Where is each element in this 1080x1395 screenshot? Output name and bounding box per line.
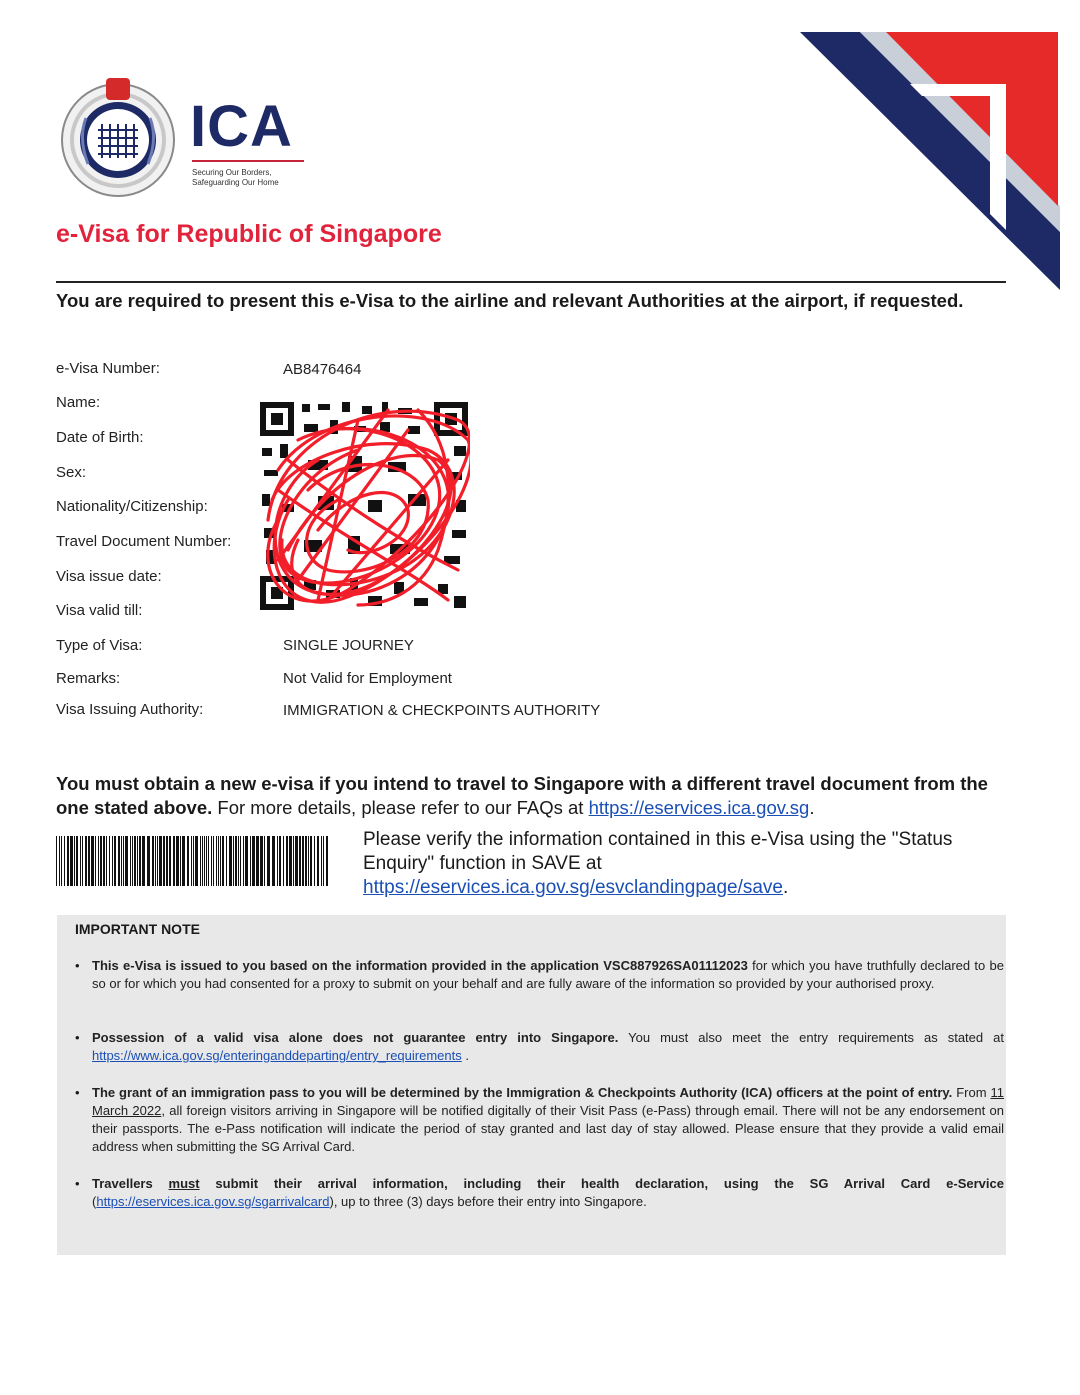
note-item-application-text: for which you have truthfully declared to be so or for which you had consented for a proxy to submit on your behalf and are fully aware of the information so provided by your authorised proxy. [92, 958, 1004, 991]
field-label-name: Name: [56, 394, 101, 411]
faq-reference-text: For more details, please refer to our FAQs at [217, 797, 584, 818]
barcode-bar [176, 836, 179, 886]
field-label-date-of-birth: Date of Birth: [56, 429, 144, 446]
note-item-arrival-card-must: must [168, 1176, 200, 1191]
logo-tagline-line-1: Securing Our Borders, [192, 168, 272, 177]
barcode-bar [142, 836, 145, 886]
barcode-bar [267, 836, 270, 886]
save-link[interactable]: https://eservices.ica.gov.sg/esvclandingpage/save [363, 877, 783, 898]
barcode-bar [256, 836, 259, 886]
field-value-type-of-visa: SINGLE JOURNEY [283, 637, 414, 654]
barcode-bar [252, 836, 255, 886]
note-item-immigration-pass-bold: The grant of an immigration pass to you will be determined by the Immigration & Checkpoints Authority (ICA) officers at the point of entry. [92, 1085, 953, 1100]
barcode-bar [206, 836, 207, 886]
verification-instruction [363, 828, 1003, 900]
field-label-visa-valid-till: Visa valid till: [56, 602, 143, 619]
field-value-remarks: Not Valid for Employment [283, 670, 452, 687]
bullet-icon: • [75, 958, 80, 973]
barcode-bar [82, 836, 83, 886]
logo-tagline [192, 168, 322, 188]
bullet-icon: • [75, 1030, 80, 1045]
barcode-bar [226, 836, 227, 886]
barcode-bar [222, 836, 224, 886]
barcode-bar [317, 836, 319, 886]
barcode-bar [238, 836, 239, 886]
field-label-visa-issue-date: Visa issue date: [56, 568, 162, 585]
field-label-type-of-visa: Type of Visa: [56, 637, 143, 654]
barcode-bar [98, 836, 99, 886]
barcode-bar [260, 836, 263, 886]
barcode-bar [321, 836, 322, 886]
barcode-bar [163, 836, 165, 886]
barcode-bar [243, 836, 244, 886]
barcode-bar [200, 836, 201, 886]
barcode-bar [191, 836, 192, 886]
barcode-bar [305, 836, 307, 886]
barcode-bar [264, 836, 265, 886]
barcode-bar [250, 836, 251, 886]
corner-decoration [800, 30, 1060, 290]
note-item-arrival-card-text: ), up to three (3) days before their entry into Singapore. [329, 1194, 647, 1209]
verification-text: Please verify the information contained in this e-Visa using the "Status Enquiry" function in SAVE at [363, 829, 953, 874]
barcode-bar [157, 836, 158, 886]
note-item-arrival-card [92, 1175, 1004, 1211]
barcode-bar [59, 836, 60, 886]
note-item-arrival-card-bold-2: submit their arrival information, including their health declaration, using the SG Arrival Card e-Service [215, 1176, 1004, 1191]
barcode-bar [279, 836, 281, 886]
barcode-bar [121, 836, 122, 886]
barcode [56, 836, 330, 886]
field-label-nationality: Nationality/Citizenship: [56, 498, 208, 515]
bullet-icon: • [75, 1176, 80, 1191]
barcode-bar [103, 836, 105, 886]
barcode-bar [134, 836, 136, 886]
barcode-bar [233, 836, 234, 886]
barcode-bar [299, 836, 301, 886]
arrival-card-open-paren: ( [92, 1194, 97, 1209]
field-label-sex: Sex: [56, 464, 87, 481]
title-divider [56, 281, 1006, 283]
barcode-bar [229, 836, 232, 886]
barcode-bar [125, 836, 128, 886]
important-note-heading: IMPORTANT NOTE [75, 921, 200, 937]
barcode-bar [95, 836, 96, 886]
barcode-bar [195, 836, 198, 886]
faq-link[interactable]: https://eservices.ica.gov.sg [588, 797, 810, 818]
barcode-bar [109, 836, 110, 886]
barcode-bar [61, 836, 62, 886]
barcode-bar [240, 836, 241, 886]
barcode-bar [202, 836, 203, 886]
barcode-bar [204, 836, 205, 886]
note-item-application-bold: This e-Visa is issued to you based on the information provided in the application VSC887926SA01112023 [92, 958, 748, 973]
barcode-bar [213, 836, 214, 886]
e-pass-start-date: 11 March 2022 [92, 1085, 1004, 1118]
barcode-bar [245, 836, 248, 886]
field-value-evisa-number: AB8476464 [283, 361, 362, 378]
barcode-bar [85, 836, 87, 886]
entry-requirements-link[interactable]: https://www.ica.gov.sg/enteringanddeparting/entry_requirements [92, 1048, 462, 1063]
note-item-entry-bold: Possession of a valid visa alone does not guarantee entry into Singapore. [92, 1030, 619, 1045]
field-label-evisa-number: e-Visa Number: [56, 360, 160, 377]
barcode-bar [302, 836, 304, 886]
faq-period: . [809, 797, 815, 818]
barcode-bar [173, 836, 175, 886]
barcode-bar [114, 836, 116, 886]
barcode-bar [112, 836, 113, 886]
barcode-bar [314, 836, 315, 886]
note-item-entry [92, 1029, 1004, 1065]
barcode-bar [283, 836, 284, 886]
bullet-icon: • [75, 1085, 80, 1100]
barcode-bar [295, 836, 298, 886]
barcode-bar [152, 836, 154, 886]
barcode-bar [106, 836, 107, 886]
logo-divider [192, 160, 304, 162]
note-item-immigration-pass [92, 1084, 1004, 1156]
redacted-qr-code [258, 400, 470, 612]
barcode-bar [310, 836, 312, 886]
barcode-bar [272, 836, 275, 886]
barcode-bar [286, 836, 288, 886]
barcode-bar [277, 836, 278, 886]
note-item-immigration-pass-text: , all foreign visitors arriving in Singapore will be notified digitally of their Visit Pass (e-Pass) through email. There will not be any endorsement on their passports. The e-Pass notification will indicate the period of stay granted and last day of stay allowed. Please ensure that they provide a valid email address when submitting the SG Arrival Card. [92, 1103, 1004, 1154]
barcode-bar [100, 836, 102, 886]
note-item-entry-text: You must also meet the entry requirements as stated at [628, 1030, 1004, 1045]
note-item-immigration-pass-from: From [956, 1085, 987, 1100]
barcode-bar [166, 836, 168, 886]
barcode-bar [137, 836, 138, 886]
barcode-bar [118, 836, 120, 886]
barcode-bar [76, 836, 78, 886]
verification-period: . [783, 877, 789, 898]
barcode-bar [91, 836, 94, 886]
barcode-bar [218, 836, 219, 886]
note-item-application [92, 957, 1004, 993]
barcode-bar [293, 836, 294, 886]
barcode-bar [208, 836, 209, 886]
barcode-bar [235, 836, 237, 886]
barcode-bar [123, 836, 124, 886]
presentation-notice: You are required to present this e-Visa to the airline and relevant Authorities at the airport, if requested. [56, 290, 964, 311]
note-item-arrival-card-bold-1: Travellers [92, 1176, 153, 1191]
barcode-bar [193, 836, 194, 886]
barcode-bar [132, 836, 133, 886]
barcode-bar [159, 836, 162, 886]
barcode-bar [187, 836, 189, 886]
barcode-bar [180, 836, 181, 886]
logo-tagline-line-2: Safeguarding Our Home [192, 178, 279, 187]
new-evisa-notice-bold: You must obtain a new e-visa if you intend to travel to Singapore with a different travel document from the one stated above. [56, 773, 988, 818]
barcode-bar [155, 836, 156, 886]
note-item-entry-period: . [465, 1048, 469, 1063]
barcode-bar [56, 836, 57, 886]
barcode-bar [67, 836, 69, 886]
field-value-issuing-authority: IMMIGRATION & CHECKPOINTS AUTHORITY [283, 702, 601, 719]
barcode-bar [139, 836, 141, 886]
field-label-remarks: Remarks: [56, 670, 121, 687]
barcode-bar [80, 836, 81, 886]
barcode-bar [323, 836, 324, 886]
sg-arrival-card-link[interactable]: https://eservices.ica.gov.sg/sgarrivalcard [96, 1194, 330, 1209]
barcode-bar [211, 836, 212, 886]
barcode-bar [216, 836, 217, 886]
barcode-bar [182, 836, 185, 886]
barcode-bar [64, 836, 65, 886]
document-title: e-Visa for Republic of Singapore [56, 220, 442, 248]
barcode-bar [130, 836, 131, 886]
barcode-bar [326, 836, 328, 886]
ica-logo-text: ICA [190, 94, 293, 159]
barcode-bar [220, 836, 221, 886]
barcode-bar [74, 836, 75, 886]
barcode-bar [70, 836, 73, 886]
ica-seal-logo [58, 78, 178, 198]
barcode-bar [169, 836, 171, 886]
field-label-travel-document-number: Travel Document Number: [56, 533, 232, 550]
barcode-bar [308, 836, 309, 886]
barcode-bar [88, 836, 90, 886]
new-evisa-notice [56, 772, 1016, 820]
barcode-bar [289, 836, 292, 886]
field-label-issuing-authority: Visa Issuing Authority: [56, 701, 204, 718]
barcode-bar [147, 836, 150, 886]
